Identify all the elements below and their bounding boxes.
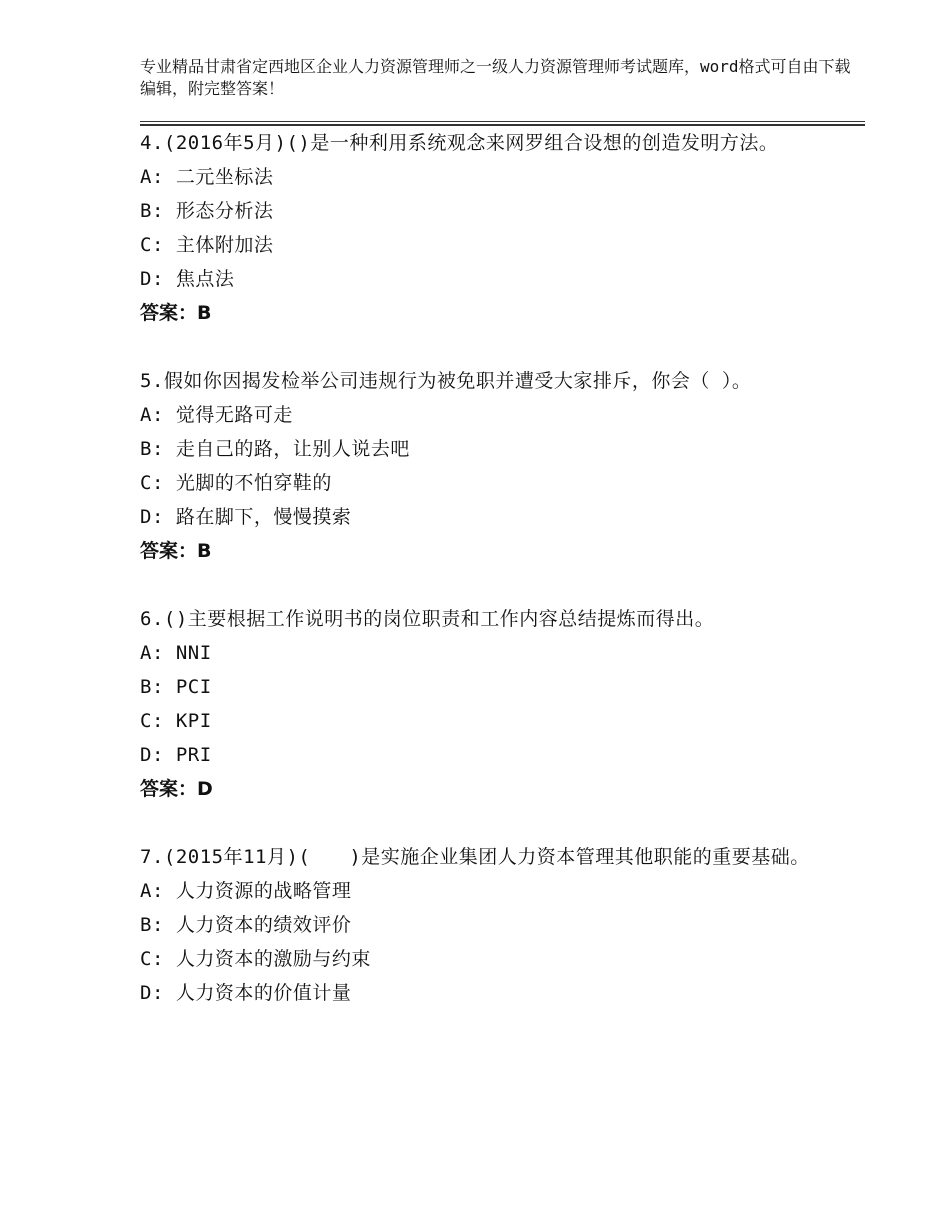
option-a: A: 觉得无路可走 [140,404,293,426]
option-c: C: 人力资本的激励与约束 [140,948,371,970]
question-stem: 4.(2016年5月)()是一种利用系统观念来网罗组合设想的创造发明方法。 [140,132,779,154]
header-rule-thin [140,121,865,122]
answer: 答案：D [140,778,213,800]
answer: 答案：B [140,302,212,324]
question-stem: 5.假如你因揭发检举公司违规行为被免职并遭受大家排斥，你会（ ）。 [140,370,752,392]
answer: 答案：B [140,540,212,562]
question-5 [140,364,820,568]
option-d: D: 焦点法 [140,268,235,290]
option-b: B: 人力资本的绩效评价 [140,914,352,936]
question-stem: 7.(2015年11月)( )是实施企业集团人力资本管理其他职能的重要基础。 [140,846,810,868]
question-4 [140,126,820,330]
option-d: D: 路在脚下，慢慢摸索 [140,506,352,528]
option-c: C: KPI [140,710,212,732]
option-c: C: 主体附加法 [140,234,274,256]
option-b: B: PCI [140,676,212,698]
option-b: B: 走自己的路，让别人说去吧 [140,438,410,460]
question-7 [140,840,820,1010]
option-a: A: 二元坐标法 [140,166,274,188]
option-b: B: 形态分析法 [140,200,274,222]
option-d: D: 人力资本的价值计量 [140,982,352,1004]
option-d: D: PRI [140,744,212,766]
document-header: 专业精品甘肃省定西地区企业人力资源管理师之一级人力资源管理师考试题库，word格式可自由下载编辑，附完整答案！ [140,57,851,98]
option-c: C: 光脚的不怕穿鞋的 [140,472,332,494]
question-6 [140,602,820,806]
option-a: A: NNI [140,642,212,664]
question-stem: 6.()主要根据工作说明书的岗位职责和工作内容总结提炼而得出。 [140,608,715,630]
question-list [140,126,820,1010]
option-a: A: 人力资源的战略管理 [140,880,352,902]
